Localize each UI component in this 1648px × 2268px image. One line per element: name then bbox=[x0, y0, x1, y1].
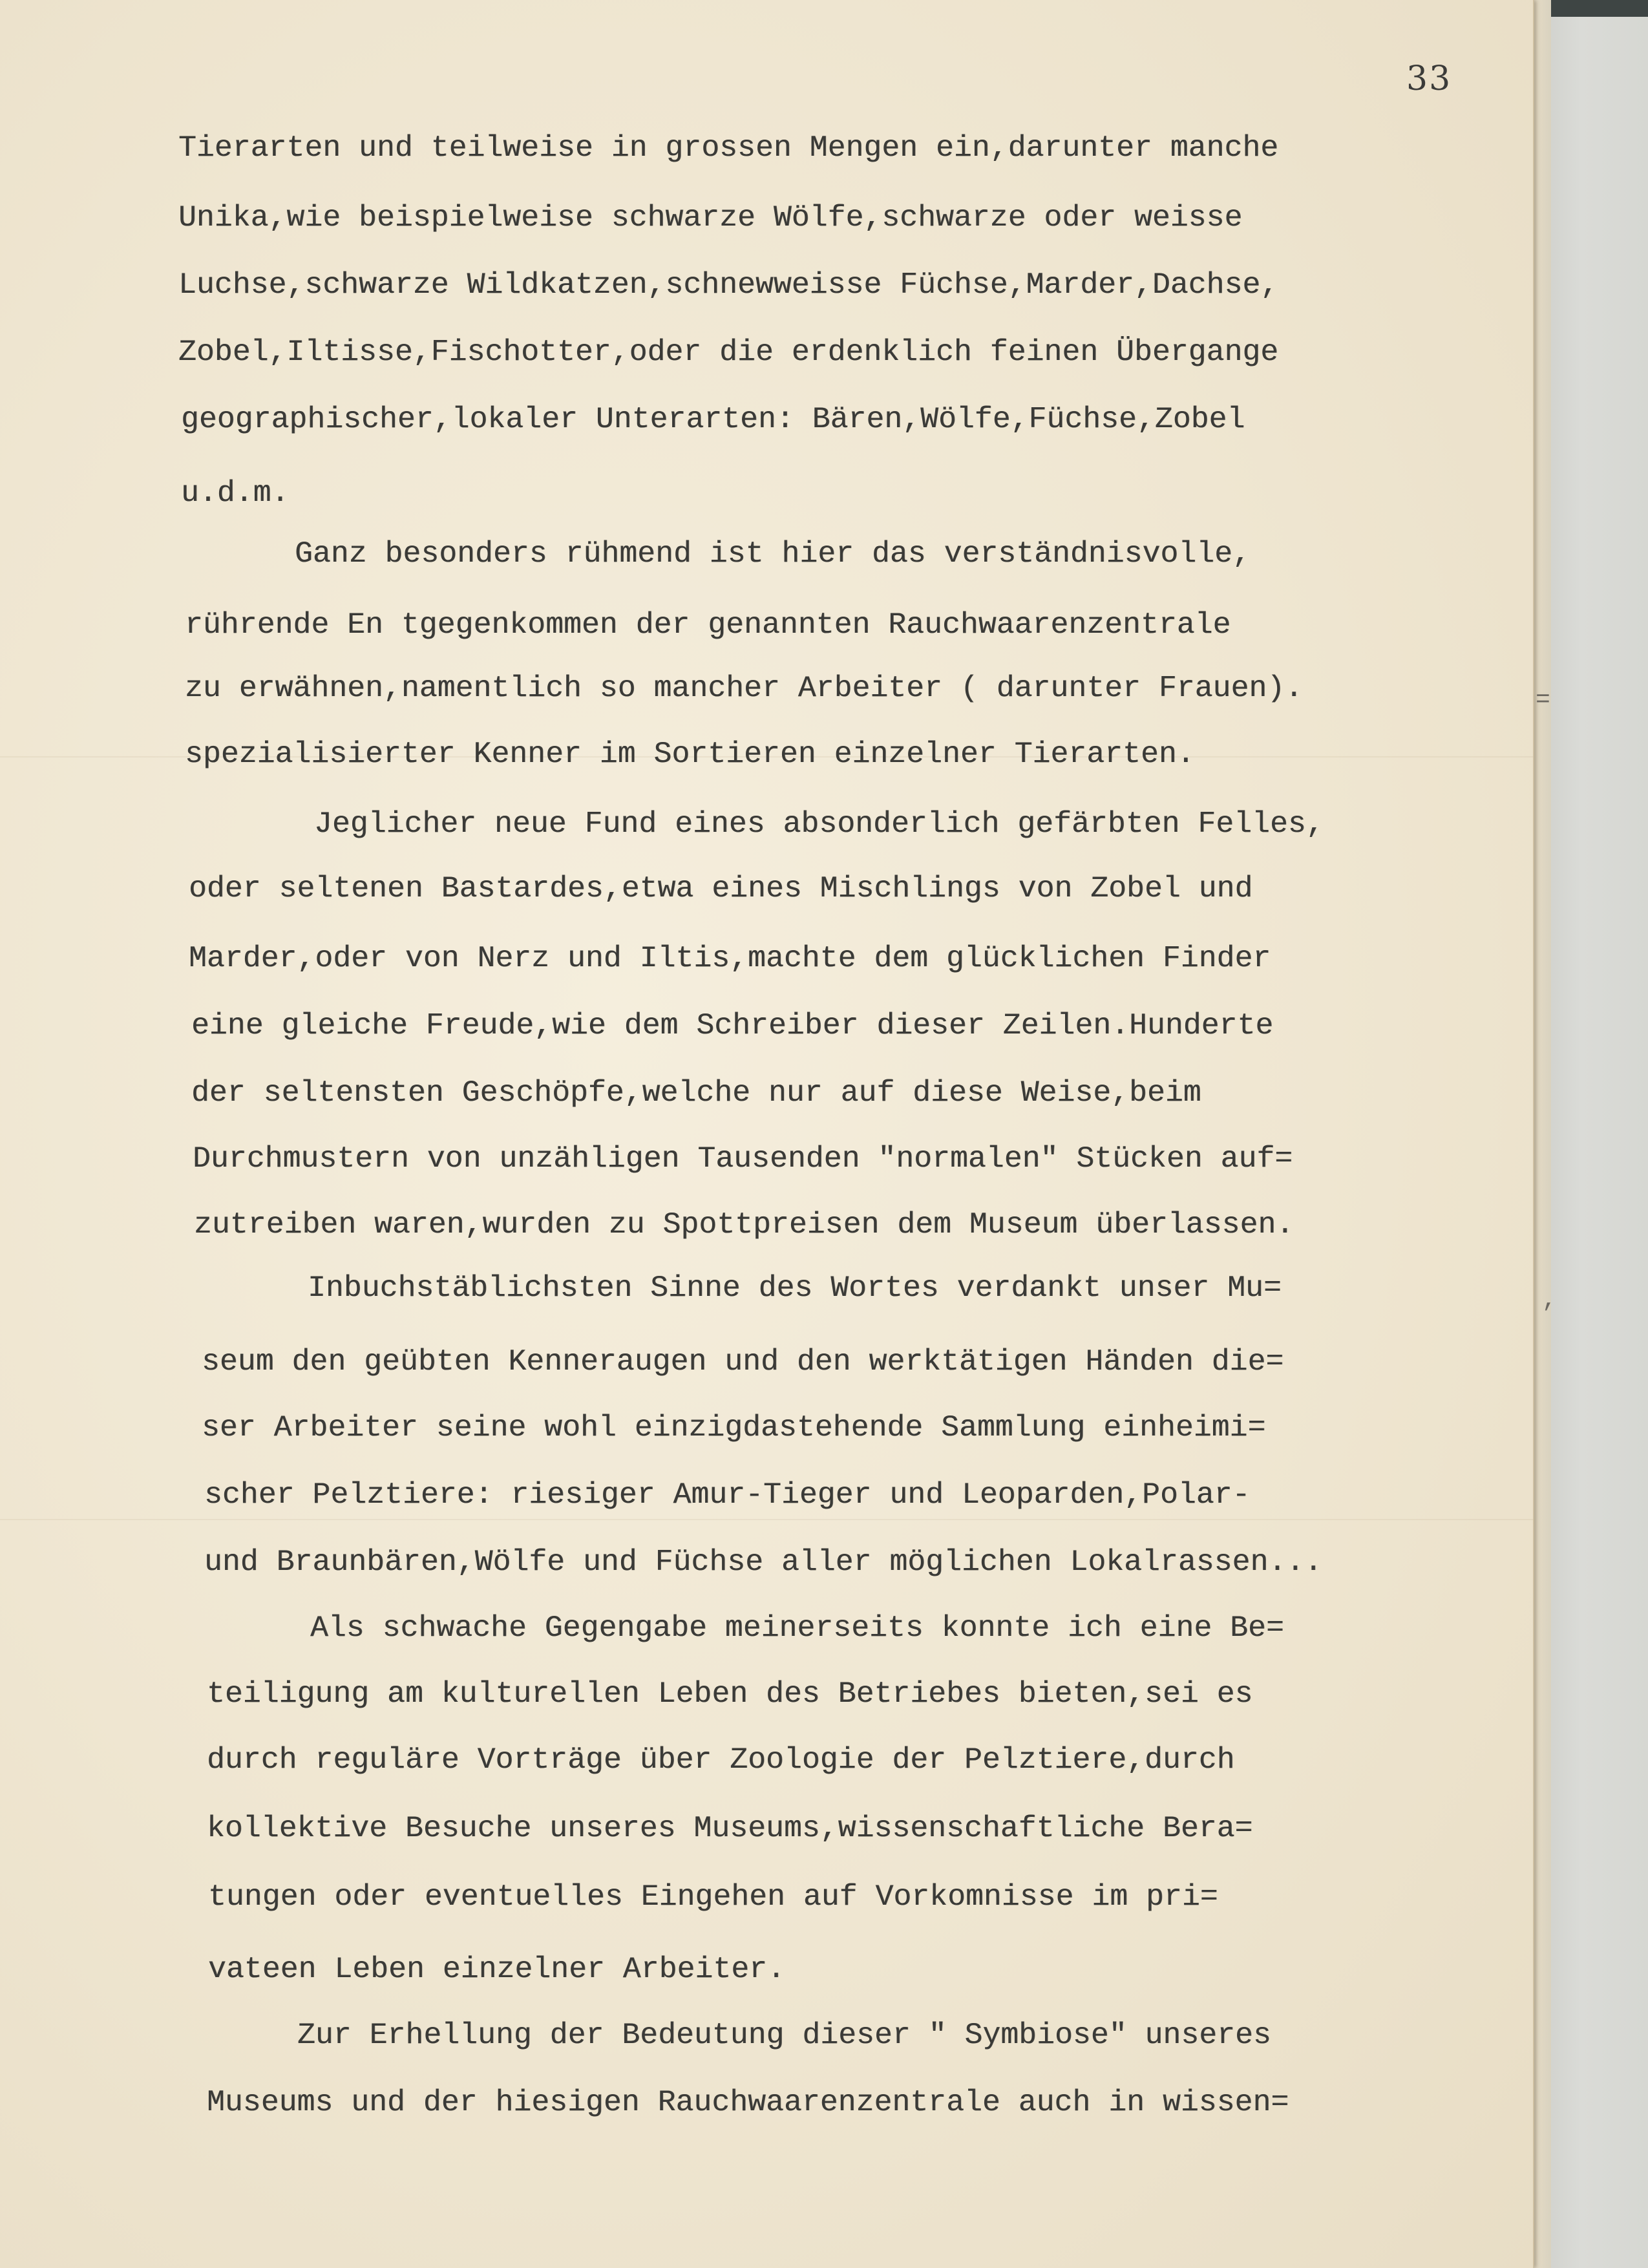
text-line: Durchmustern von unzähligen Tausenden "normalen" Stücken auf= bbox=[193, 1141, 1293, 1176]
text-line: Ganz besonders rühmend ist hier das verständnisvolle, bbox=[295, 536, 1251, 571]
text-line: rührende En tgegenkommen der genannten Rauchwaarenzentrale bbox=[185, 608, 1231, 642]
text-line: zu erwähnen,namentlich so mancher Arbeiter ( darunter Frauen). bbox=[185, 671, 1304, 705]
margin-mark: , bbox=[1542, 1286, 1557, 1314]
text-line: Luchse,schwarze Wildkatzen,schnewweisse Füchse,Marder,Dachse, bbox=[178, 268, 1279, 302]
text-line: geographischer,lokaler Unterarten: Bären,Wölfe,Füchse,Zobel bbox=[181, 402, 1245, 436]
margin-mark: = bbox=[1536, 686, 1550, 714]
text-line: Als schwache Gegengabe meinerseits konnte ich eine Be= bbox=[310, 1611, 1284, 1645]
text-line: teiligung am kulturellen Leben des Betriebes bieten,sei es bbox=[207, 1677, 1253, 1711]
text-line: eine gleiche Freude,wie dem Schreiber dieser Zeilen.Hunderte bbox=[191, 1008, 1274, 1043]
text-line: durch reguläre Vorträge über Zoologie der Pelztiere,durch bbox=[207, 1743, 1235, 1777]
text-line: vateen Leben einzelner Arbeiter. bbox=[208, 1952, 785, 1986]
text-line: Inbuchstäblichsten Sinne des Wortes verdankt unser Mu= bbox=[308, 1271, 1282, 1305]
paper-crease bbox=[0, 1519, 1533, 1520]
text-line: Marder,oder von Nerz und Iltis,machte dem glücklichen Finder bbox=[189, 941, 1271, 975]
text-line: spezialisierter Kenner im Sortieren einzelner Tierarten. bbox=[185, 737, 1195, 771]
background-shadow bbox=[1537, 0, 1648, 17]
text-line: scher Pelztiere: riesiger Amur-Tieger und Leoparden,Polar- bbox=[204, 1478, 1251, 1512]
text-line: Unika,wie beispielweise schwarze Wölfe,schwarze oder weisse bbox=[178, 200, 1243, 235]
text-line: Tierarten und teilweise in grossen Mengen ein,darunter manche bbox=[178, 131, 1279, 165]
text-line: kollektive Besuche unseres Museums,wissenschaftliche Bera= bbox=[207, 1811, 1253, 1845]
text-line: u.d.m. bbox=[181, 476, 290, 510]
text-line: und Braunbären,Wölfe und Füchse aller möglichen Lokalrassen... bbox=[204, 1545, 1323, 1579]
text-line: Zur Erhellung der Bedeutung dieser " Symbiose" unseres bbox=[297, 2018, 1271, 2052]
text-line: ser Arbeiter seine wohl einzigdastehende Sammlung einheimi= bbox=[202, 1410, 1266, 1445]
text-line: oder seltenen Bastardes,etwa eines Mischlings von Zobel und bbox=[189, 871, 1253, 906]
text-line: Zobel,Iltisse,Fischotter,oder die erdenklich feinen Übergange bbox=[178, 335, 1279, 369]
page-number: 33 bbox=[1406, 59, 1452, 98]
text-line: Jeglicher neue Fund eines absonderlich gefärbten Felles, bbox=[314, 807, 1324, 841]
text-line: der seltensten Geschöpfe,welche nur auf diese Weise,beim bbox=[191, 1076, 1201, 1110]
background-surface bbox=[1537, 0, 1648, 2268]
text-line: zutreiben waren,wurden zu Spottpreisen dem Museum überlassen. bbox=[194, 1207, 1294, 1242]
text-line: Museums und der hiesigen Rauchwaarenzentrale auch in wissen= bbox=[207, 2085, 1289, 2119]
text-line: tungen oder eventuelles Eingehen auf Vorkomnisse im pri= bbox=[208, 1880, 1218, 1914]
text-line: seum den geübten Kenneraugen und den werktätigen Händen die= bbox=[202, 1344, 1284, 1379]
